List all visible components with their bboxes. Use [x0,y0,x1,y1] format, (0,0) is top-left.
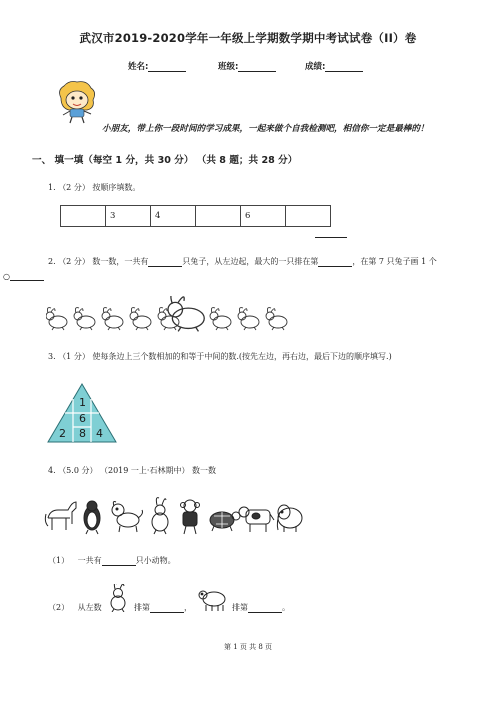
question-2 [48,256,437,267]
circle-symbol: ○ [3,272,10,281]
question-4-sub-2 [48,602,102,613]
answer-blank[interactable] [148,257,182,267]
triangle-number: 4 [96,427,103,440]
rabbit-icon [210,308,231,330]
class-field[interactable] [218,60,276,72]
answer-blank[interactable] [318,257,352,267]
sequence-cell[interactable] [196,206,241,227]
mascot-illustration [55,78,99,124]
sheep-icon [198,586,228,612]
name-blank[interactable] [148,62,186,72]
sub-question-number: （2） [48,603,70,612]
triangle-number: 1 [79,396,86,409]
answer-blank[interactable] [248,603,282,613]
cow-icon [239,507,274,532]
sequence-cell[interactable] [61,206,106,227]
question-text-a: 数一数，一共有 [92,257,149,266]
question-4 [48,465,216,476]
rabbit-icon [152,498,168,534]
question-4-sub-1 [48,555,176,566]
sub-question-text-b: 排第 [134,603,150,612]
rabbit-icon [130,308,151,330]
question-score: （2 分） [58,183,90,192]
question-4-sub-2-rank-b [232,602,290,613]
sub-question-text-b: 只小动物。 [135,556,176,565]
rabbit-icon [266,308,287,330]
name-label: 姓名: [128,62,149,72]
sequence-cell[interactable]: 6 [241,206,286,227]
question-text: 使每条边上三个数相加的和等于中间的数.(按先左边，再右边，最后下边的顺序填写.) [92,352,392,361]
question-score: （1 分） [58,352,90,361]
question-number: 3. [48,352,56,361]
score-blank[interactable] [325,62,363,72]
class-label: 班级: [218,62,239,72]
rabbit-icon [102,308,123,330]
question-1 [48,182,140,193]
rabbit-icon [74,308,95,330]
question-4-sub-2-rank-a [134,602,192,613]
horse-icon [45,502,76,530]
answer-blank[interactable] [315,237,347,238]
sub-question-text-a: 一共有 [77,556,102,565]
question-2-continued [3,271,44,281]
rabbits-illustration [46,296,292,332]
question-number: 2. [48,257,56,266]
number-triangle [46,382,118,444]
sequence-cell[interactable]: 3 [106,206,151,227]
sequence-cell[interactable]: 4 [151,206,196,227]
answer-blank[interactable] [10,271,44,281]
animals-illustration [44,496,304,536]
turtle-icon [210,512,240,531]
rabbit-icon [46,308,67,330]
sequence-table [60,205,331,227]
elephant-icon [277,505,302,532]
question-score: （2 分） [58,257,90,266]
question-text-b: 只兔子，从左边起，最大的一只排在第 [182,257,319,266]
question-3 [48,351,392,362]
section-title: 一、 填一填（每空 1 分，共 30 分） （共 8 题；共 28 分） [32,155,298,166]
monkey-icon [181,500,200,534]
sub-question-text-c: ， [184,603,192,612]
answer-blank[interactable] [102,556,136,566]
triangle-number: 6 [79,412,86,425]
question-number: 1. [48,183,56,192]
question-text: 按顺序填数。 [92,183,141,192]
penguin-icon [84,501,100,534]
rabbit-icon [107,584,129,612]
page-footer: 第 1 页 共 8 页 [223,643,273,651]
question-number: 4. [48,466,56,475]
rabbit-icon [238,308,259,330]
score-label: 成绩: [305,62,326,72]
class-blank[interactable] [238,62,276,72]
sequence-cell[interactable] [286,206,331,227]
question-text: （2019 一上·石林期中） 数一数 [100,466,216,475]
question-text-c: ，在第 7 只兔子画 1 个 [352,257,437,266]
answer-blank[interactable] [150,603,184,613]
dog-icon [112,502,143,533]
intro-text: 小朋友，带上你一段时间的学习成果，一起来做个自我检测吧，相信你一定是最棒的！ [102,124,429,134]
triangle-number: 8 [79,427,86,440]
page-title: 武汉市2019-2020学年一年级上学期数学期中考试试卷（II）卷 [79,31,417,45]
score-field[interactable] [305,60,363,72]
name-field[interactable] [128,60,186,72]
question-score: （5.0 分） [58,466,98,475]
big-rabbit-icon [168,296,204,331]
triangle-number: 2 [59,427,66,440]
sub-question-text-d: 排第 [232,603,248,612]
sub-question-text-e: 。 [282,603,290,612]
sub-question-number: （1） [48,556,70,565]
sub-question-text-a: 从左数 [77,603,102,612]
